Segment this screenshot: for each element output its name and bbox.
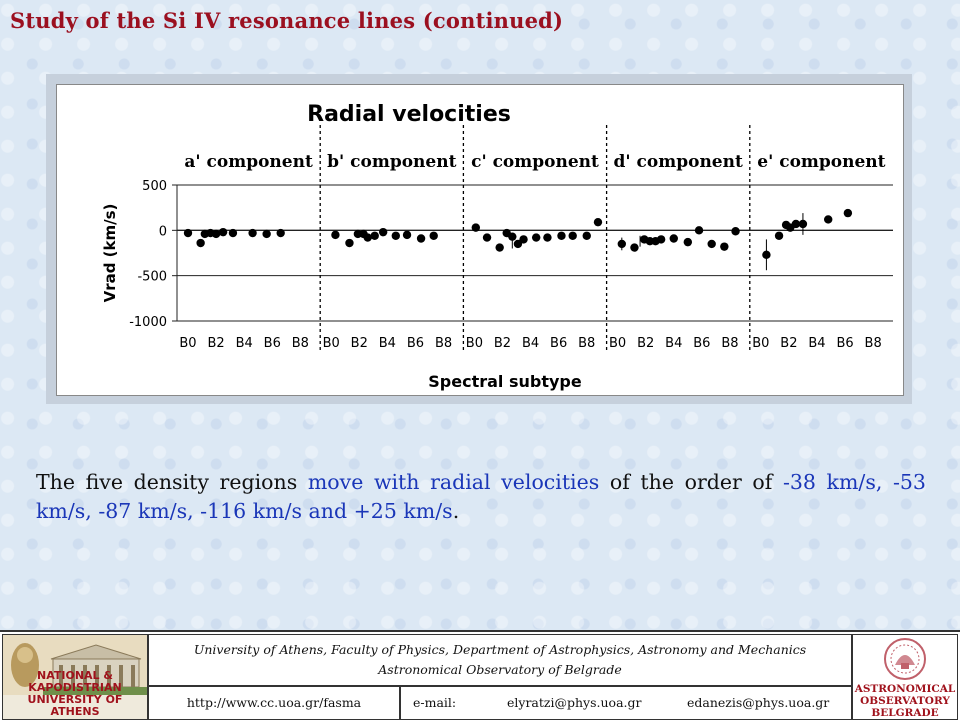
data-point bbox=[731, 227, 739, 235]
body-text-highlight-2: -38 km/s, -53 km/s, -87 km/s, -116 km/s and +25 km/s bbox=[36, 470, 926, 523]
data-point bbox=[583, 232, 591, 240]
data-point bbox=[196, 239, 204, 247]
data-point bbox=[670, 234, 678, 242]
body-text-2: of the order of bbox=[599, 470, 783, 494]
panel-title: a' component bbox=[184, 152, 313, 172]
x-tick-label: B0 bbox=[608, 336, 627, 351]
x-tick-label: B0 bbox=[179, 336, 197, 351]
footer-affiliation bbox=[148, 634, 852, 686]
data-point bbox=[657, 235, 665, 243]
logo-right-line3: BELGRADE bbox=[871, 707, 939, 719]
data-point bbox=[569, 232, 577, 240]
x-tick-label: B0 bbox=[465, 336, 484, 351]
logo-right-line1: ASTRONOMICAL bbox=[854, 683, 956, 695]
data-point bbox=[219, 228, 227, 236]
x-tick-label: B0 bbox=[322, 336, 340, 351]
x-tick-label: B6 bbox=[406, 336, 425, 351]
x-tick-label: B4 bbox=[808, 336, 826, 351]
radial-velocity-chart bbox=[57, 85, 903, 395]
x-tick-label: B4 bbox=[665, 336, 683, 351]
footer bbox=[0, 630, 960, 722]
body-text-1: The five density regions bbox=[36, 470, 308, 494]
y-tick-label: -500 bbox=[137, 269, 167, 285]
observatory-seal-icon bbox=[853, 635, 957, 683]
x-tick-label: B2 bbox=[637, 336, 655, 351]
body-paragraph bbox=[36, 468, 926, 526]
x-tick-label: B8 bbox=[578, 336, 596, 351]
observatory-logo bbox=[852, 634, 958, 720]
logo-right-line2: OBSERVATORY bbox=[860, 695, 950, 707]
data-point bbox=[844, 209, 852, 217]
x-tick-label: B2 bbox=[493, 336, 512, 351]
x-tick-label: B8 bbox=[721, 336, 739, 351]
logo-left-line1: NATIONAL & KAPODISTRIAN bbox=[28, 669, 122, 694]
data-point bbox=[720, 242, 728, 250]
chart-frame bbox=[46, 74, 912, 404]
email-label: e-mail: bbox=[413, 695, 457, 710]
data-point bbox=[392, 232, 400, 240]
panel-title: b' component bbox=[327, 152, 457, 172]
x-tick-label: B8 bbox=[434, 336, 453, 351]
data-point bbox=[495, 243, 503, 251]
data-point bbox=[276, 229, 284, 237]
data-point bbox=[371, 232, 379, 240]
data-point bbox=[184, 229, 192, 237]
data-point bbox=[229, 229, 237, 237]
email-link-1[interactable]: elyratzi@phys.uoa.gr bbox=[507, 695, 642, 710]
x-tick-label: B4 bbox=[378, 336, 396, 351]
footer-url-link[interactable]: http://www.cc.uoa.gr/fasma bbox=[148, 686, 400, 720]
data-point bbox=[824, 215, 832, 223]
x-tick-label: B2 bbox=[780, 336, 798, 351]
data-point bbox=[248, 229, 256, 237]
data-point bbox=[379, 228, 387, 236]
x-tick-label: B0 bbox=[752, 336, 770, 351]
data-point bbox=[775, 232, 783, 240]
x-tick-label: B2 bbox=[350, 336, 368, 351]
data-point bbox=[695, 226, 703, 234]
data-point bbox=[630, 243, 638, 251]
university-logo bbox=[2, 634, 148, 720]
panel-title: d' component bbox=[613, 152, 743, 172]
data-point bbox=[519, 235, 527, 243]
x-tick-label: B6 bbox=[550, 336, 568, 351]
x-tick-label: B6 bbox=[836, 336, 854, 351]
data-point bbox=[403, 231, 411, 239]
data-point bbox=[430, 232, 438, 240]
chart-container bbox=[56, 84, 904, 396]
x-tick-label: B6 bbox=[263, 336, 281, 351]
data-point bbox=[345, 239, 353, 247]
footer-line1: University of Athens, Faculty of Physics, Department of Astrophysics, Astronomy and Mechanics bbox=[193, 642, 807, 657]
email-link-2[interactable]: edanezis@phys.uoa.gr bbox=[687, 695, 830, 710]
x-tick-label: B4 bbox=[521, 336, 540, 351]
data-point bbox=[212, 230, 220, 238]
panel-title: e' component bbox=[757, 152, 886, 172]
x-tick-label: B8 bbox=[864, 336, 882, 351]
panel-title: c' component bbox=[471, 152, 599, 172]
data-point bbox=[417, 234, 425, 242]
x-tick-label: B6 bbox=[693, 336, 711, 351]
x-tick-label: B8 bbox=[291, 336, 309, 351]
chart-title: Radial velocities bbox=[307, 102, 511, 127]
data-point bbox=[472, 223, 480, 231]
logo-left-line2: UNIVERSITY OF ATHENS bbox=[27, 693, 123, 718]
data-point bbox=[331, 231, 339, 239]
data-point bbox=[483, 233, 491, 241]
y-tick-label: 500 bbox=[142, 179, 167, 194]
x-tick-label: B2 bbox=[207, 336, 225, 351]
footer-email bbox=[400, 686, 852, 720]
data-point bbox=[684, 238, 692, 246]
body-text-3: . bbox=[452, 499, 460, 523]
data-point bbox=[543, 233, 551, 241]
y-tick-label: -1000 bbox=[129, 315, 167, 330]
body-text-highlight-1: move with radial velocities bbox=[307, 470, 600, 494]
x-tick-label: B4 bbox=[235, 336, 253, 351]
x-axis-label: Spectral subtype bbox=[428, 372, 582, 391]
footer-line2: Astronomical Observatory of Belgrade bbox=[378, 662, 622, 677]
data-point bbox=[557, 232, 565, 240]
data-point bbox=[707, 240, 715, 248]
y-tick-label: 0 bbox=[158, 224, 167, 240]
y-axis-label: Vrad (km/s) bbox=[101, 203, 119, 303]
data-point bbox=[532, 233, 540, 241]
data-point bbox=[262, 230, 270, 238]
data-point bbox=[594, 218, 602, 226]
slide-title: Study of the Si IV resonance lines (continued) bbox=[10, 8, 564, 33]
